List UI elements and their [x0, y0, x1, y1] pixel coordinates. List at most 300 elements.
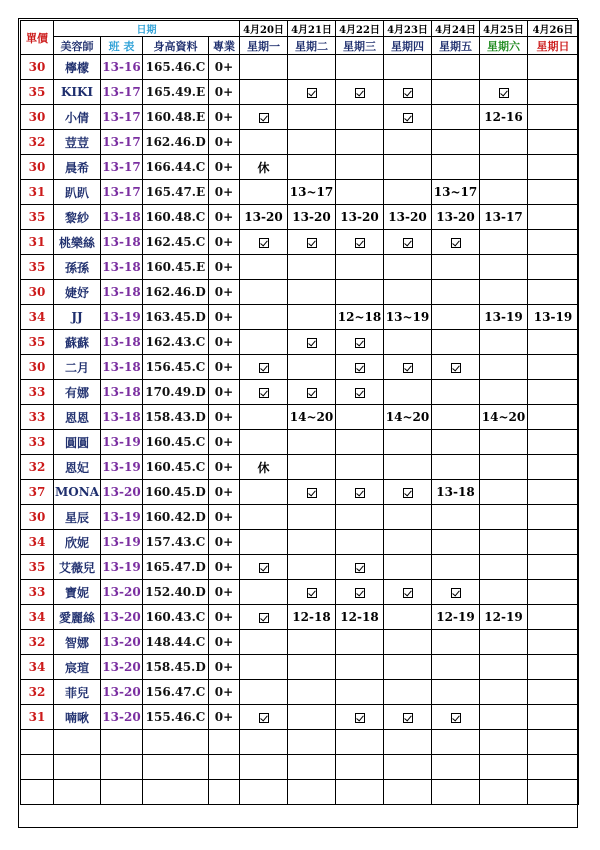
- day-cell: [480, 230, 528, 255]
- table-row: [21, 230, 579, 255]
- day-cell: [480, 430, 528, 455]
- name-cell: 小倩: [54, 105, 101, 130]
- day-cell: [432, 705, 480, 730]
- price-cell: 32: [21, 455, 54, 480]
- day-cell: [480, 480, 528, 505]
- day-cell: 14~20: [480, 405, 528, 430]
- day-cell: [288, 130, 336, 155]
- day-cell: [288, 330, 336, 355]
- pro-cell: 0+: [209, 280, 240, 305]
- checkbox-icon: [451, 238, 461, 248]
- checkbox-icon: [259, 113, 269, 123]
- day-cell: [432, 555, 480, 580]
- day-cell: [336, 280, 384, 305]
- checkbox-icon: [355, 238, 365, 248]
- shift-cell: 13-17: [101, 130, 143, 155]
- empty-cell: [336, 780, 384, 805]
- day-cell: [528, 455, 579, 480]
- day-cell: [528, 330, 579, 355]
- checkbox-icon: [403, 238, 413, 248]
- day-cell: [336, 230, 384, 255]
- price-cell: 30: [21, 105, 54, 130]
- empty-cell: [143, 755, 209, 780]
- day-cell: [240, 180, 288, 205]
- shift-cell: 13-20: [101, 630, 143, 655]
- name-cell: 有娜: [54, 380, 101, 405]
- checkbox-icon: [307, 338, 317, 348]
- day-cell: [288, 255, 336, 280]
- day-cell: [336, 130, 384, 155]
- checkbox-icon: [307, 388, 317, 398]
- empty-row: [21, 755, 579, 780]
- table-row: [21, 405, 579, 430]
- day-cell: [528, 130, 579, 155]
- day-cell: [336, 80, 384, 105]
- table-row: [21, 180, 579, 205]
- shift-cell: 13-17: [101, 105, 143, 130]
- price-cell: 31: [21, 705, 54, 730]
- checkbox-icon: [355, 388, 365, 398]
- day-cell: [240, 655, 288, 680]
- name-cell: KIKI: [54, 80, 101, 105]
- spec-cell: 165.47.D: [143, 555, 209, 580]
- name-cell: 智娜: [54, 630, 101, 655]
- day-cell: [432, 455, 480, 480]
- day-cell: [288, 630, 336, 655]
- empty-cell: [101, 730, 143, 755]
- checkbox-icon: [403, 588, 413, 598]
- day-cell: [240, 230, 288, 255]
- day-cell: [288, 305, 336, 330]
- shift-cell: 13-20: [101, 580, 143, 605]
- table-row: [21, 480, 579, 505]
- empty-cell: [240, 730, 288, 755]
- day-cell: [480, 505, 528, 530]
- empty-cell: [480, 755, 528, 780]
- checkbox-icon: [355, 338, 365, 348]
- spec-cell: 160.48.E: [143, 105, 209, 130]
- price-cell: 35: [21, 80, 54, 105]
- day-cell: [528, 630, 579, 655]
- day-cell: [288, 105, 336, 130]
- day-cell: [288, 380, 336, 405]
- day-cell: [528, 230, 579, 255]
- day-cell: [336, 355, 384, 380]
- day-cell: [288, 80, 336, 105]
- checkbox-icon: [259, 238, 269, 248]
- spec-cell: 156.47.C: [143, 680, 209, 705]
- price-cell: 34: [21, 305, 54, 330]
- name-cell: 圓圓: [54, 430, 101, 455]
- name-cell: 趴趴: [54, 180, 101, 205]
- checkbox-icon: [403, 713, 413, 723]
- spec-cell: 156.45.C: [143, 355, 209, 380]
- checkbox-icon: [355, 563, 365, 573]
- pro-cell: 0+: [209, 655, 240, 680]
- checkbox-icon: [355, 488, 365, 498]
- date-header: 4月22日: [336, 21, 384, 37]
- day-cell: [480, 455, 528, 480]
- table-row: [21, 505, 579, 530]
- shift-cell: 13-19: [101, 555, 143, 580]
- day-cell: [528, 605, 579, 630]
- pro-cell: 0+: [209, 680, 240, 705]
- day-cell: [528, 280, 579, 305]
- date-header: 4月26日: [528, 21, 579, 37]
- day-cell: [384, 380, 432, 405]
- day-cell: [384, 580, 432, 605]
- empty-cell: [54, 730, 101, 755]
- pro-cell: 0+: [209, 330, 240, 355]
- price-cell: 32: [21, 630, 54, 655]
- pro-cell: 0+: [209, 355, 240, 380]
- checkbox-icon: [499, 88, 509, 98]
- price-cell: 37: [21, 480, 54, 505]
- day-cell: [240, 480, 288, 505]
- checkbox-icon: [307, 238, 317, 248]
- spec-cell: 160.45.D: [143, 480, 209, 505]
- day-cell: [240, 255, 288, 280]
- table-row: [21, 680, 579, 705]
- spec-cell: 165.46.C: [143, 55, 209, 80]
- day-cell: [480, 530, 528, 555]
- pro-header: 專業: [209, 37, 240, 55]
- day-cell: [432, 630, 480, 655]
- spec-cell: 148.44.C: [143, 630, 209, 655]
- pro-cell: 0+: [209, 605, 240, 630]
- empty-cell: [432, 730, 480, 755]
- empty-cell: [384, 755, 432, 780]
- table-row: [21, 255, 579, 280]
- day-cell: [384, 355, 432, 380]
- day-cell: [336, 155, 384, 180]
- day-cell: [288, 705, 336, 730]
- header-row-dates: [21, 21, 579, 37]
- pro-cell: 0+: [209, 530, 240, 555]
- table-row: [21, 380, 579, 405]
- name-cell: 蘇蘇: [54, 330, 101, 355]
- table-row: [21, 655, 579, 680]
- pro-cell: 0+: [209, 380, 240, 405]
- day-cell: [288, 480, 336, 505]
- spec-cell: 163.45.D: [143, 305, 209, 330]
- price-cell: 35: [21, 255, 54, 280]
- spec-cell: 160.45.E: [143, 255, 209, 280]
- shift-cell: 13-20: [101, 655, 143, 680]
- empty-cell: [480, 730, 528, 755]
- day-cell: [288, 580, 336, 605]
- checkbox-icon: [307, 588, 317, 598]
- spec-cell: 160.43.C: [143, 605, 209, 630]
- spec-cell: 165.47.E: [143, 180, 209, 205]
- price-cell: 33: [21, 405, 54, 430]
- day-cell: [288, 280, 336, 305]
- day-cell: [528, 80, 579, 105]
- pro-cell: 0+: [209, 455, 240, 480]
- day-cell: [480, 580, 528, 605]
- empty-cell: [288, 730, 336, 755]
- shift-cell: 13-18: [101, 280, 143, 305]
- day-cell: 13-19: [480, 305, 528, 330]
- day-cell: [528, 380, 579, 405]
- day-cell: [432, 530, 480, 555]
- day-cell: [384, 680, 432, 705]
- empty-row: [21, 780, 579, 805]
- day-cell: [480, 255, 528, 280]
- checkbox-icon: [259, 563, 269, 573]
- pro-cell: 0+: [209, 555, 240, 580]
- day-cell: 13-20: [432, 205, 480, 230]
- name-cell: MONA: [54, 480, 101, 505]
- empty-cell: [288, 755, 336, 780]
- day-cell: [240, 380, 288, 405]
- spec-cell: 170.49.D: [143, 380, 209, 405]
- price-cell: 35: [21, 330, 54, 355]
- day-cell: [240, 580, 288, 605]
- day-cell: [336, 105, 384, 130]
- day-cell: [480, 355, 528, 380]
- checkbox-icon: [451, 588, 461, 598]
- checkbox-icon: [403, 488, 413, 498]
- price-cell: 30: [21, 280, 54, 305]
- shift-header: 班 表: [101, 37, 143, 55]
- day-cell: 13~17: [432, 180, 480, 205]
- day-cell: 13-17: [480, 205, 528, 230]
- day-cell: 13-20: [384, 205, 432, 230]
- day-cell: [432, 580, 480, 605]
- name-cell: 婕妤: [54, 280, 101, 305]
- table-row: [21, 130, 579, 155]
- day-cell: [480, 380, 528, 405]
- day-cell: [480, 630, 528, 655]
- empty-cell: [143, 730, 209, 755]
- shift-cell: 13-18: [101, 330, 143, 355]
- day-cell: 13-19: [528, 305, 579, 330]
- spec-cell: 160.45.C: [143, 455, 209, 480]
- price-cell: 31: [21, 180, 54, 205]
- shift-cell: 13-17: [101, 180, 143, 205]
- name-cell: JJ: [54, 305, 101, 330]
- empty-cell: [21, 755, 54, 780]
- day-cell: [288, 355, 336, 380]
- price-cell: 30: [21, 55, 54, 80]
- day-cell: [336, 580, 384, 605]
- day-cell: [240, 305, 288, 330]
- spec-cell: 162.43.C: [143, 330, 209, 355]
- header-row-columns: [21, 37, 579, 55]
- table-row: [21, 580, 579, 605]
- day-cell: [288, 230, 336, 255]
- weekday-header: 星期六: [480, 37, 528, 55]
- checkbox-icon: [355, 363, 365, 373]
- spec-cell: 166.44.C: [143, 155, 209, 180]
- checkbox-icon: [355, 88, 365, 98]
- price-cell: 34: [21, 605, 54, 630]
- day-cell: [480, 330, 528, 355]
- spec-header: 身高資料: [143, 37, 209, 55]
- name-cell: 宸瑄: [54, 655, 101, 680]
- day-cell: 13-20: [336, 205, 384, 230]
- checkbox-icon: [451, 713, 461, 723]
- day-cell: [384, 130, 432, 155]
- day-cell: [240, 705, 288, 730]
- day-cell: 12-19: [432, 605, 480, 630]
- day-cell: [432, 230, 480, 255]
- day-cell: [384, 330, 432, 355]
- date-header: 4月24日: [432, 21, 480, 37]
- day-cell: [384, 230, 432, 255]
- day-cell: [336, 480, 384, 505]
- spec-cell: 160.48.C: [143, 205, 209, 230]
- name-cell: 愛麗絲: [54, 605, 101, 630]
- checkbox-icon: [355, 713, 365, 723]
- price-cell: 30: [21, 505, 54, 530]
- day-cell: [336, 330, 384, 355]
- pro-cell: 0+: [209, 130, 240, 155]
- empty-cell: [336, 755, 384, 780]
- day-cell: [288, 505, 336, 530]
- day-cell: [384, 530, 432, 555]
- day-cell: [336, 255, 384, 280]
- price-cell: 33: [21, 380, 54, 405]
- day-cell: 12-16: [480, 105, 528, 130]
- empty-cell: [288, 780, 336, 805]
- weekday-header: 星期一: [240, 37, 288, 55]
- empty-cell: [432, 755, 480, 780]
- day-cell: [240, 430, 288, 455]
- name-cell: 喃啾: [54, 705, 101, 730]
- checkbox-icon: [451, 363, 461, 373]
- price-cell: 31: [21, 230, 54, 255]
- weekday-header: 星期日: [528, 37, 579, 55]
- spec-cell: 152.40.D: [143, 580, 209, 605]
- day-cell: [480, 130, 528, 155]
- spec-cell: 158.43.D: [143, 405, 209, 430]
- name-cell: 桃樂絲: [54, 230, 101, 255]
- spec-cell: 157.43.C: [143, 530, 209, 555]
- empty-cell: [143, 780, 209, 805]
- day-cell: [480, 55, 528, 80]
- name-cell: 寶妮: [54, 580, 101, 605]
- name-cell: 黎紗: [54, 205, 101, 230]
- day-cell: 休: [240, 455, 288, 480]
- shift-cell: 13-17: [101, 80, 143, 105]
- day-cell: [528, 105, 579, 130]
- shift-cell: 13-18: [101, 405, 143, 430]
- day-cell: [432, 55, 480, 80]
- spec-cell: 160.45.C: [143, 430, 209, 455]
- day-cell: [480, 155, 528, 180]
- shift-cell: 13-16: [101, 55, 143, 80]
- pro-cell: 0+: [209, 230, 240, 255]
- spec-cell: 155.46.C: [143, 705, 209, 730]
- day-cell: [528, 155, 579, 180]
- day-cell: [480, 555, 528, 580]
- price-cell: 32: [21, 680, 54, 705]
- pro-cell: 0+: [209, 630, 240, 655]
- day-cell: [432, 105, 480, 130]
- day-cell: [432, 305, 480, 330]
- day-cell: [432, 655, 480, 680]
- day-cell: 12~18: [336, 305, 384, 330]
- table-row: [21, 530, 579, 555]
- day-cell: [240, 55, 288, 80]
- table-row: [21, 555, 579, 580]
- day-cell: [336, 555, 384, 580]
- day-cell: [384, 555, 432, 580]
- empty-cell: [384, 780, 432, 805]
- shift-cell: 13-20: [101, 705, 143, 730]
- day-cell: [240, 80, 288, 105]
- day-cell: [288, 155, 336, 180]
- name-cell: 恩妃: [54, 455, 101, 480]
- checkbox-icon: [259, 713, 269, 723]
- day-cell: [384, 505, 432, 530]
- spec-cell: 165.49.E: [143, 80, 209, 105]
- day-cell: [528, 205, 579, 230]
- pro-cell: 0+: [209, 155, 240, 180]
- day-cell: [384, 280, 432, 305]
- day-cell: 14~20: [384, 405, 432, 430]
- table-row: [21, 605, 579, 630]
- day-cell: [432, 255, 480, 280]
- pro-cell: 0+: [209, 580, 240, 605]
- pro-cell: 0+: [209, 430, 240, 455]
- pro-cell: 0+: [209, 205, 240, 230]
- day-cell: [384, 630, 432, 655]
- day-cell: [384, 155, 432, 180]
- date-title: 日期: [54, 21, 240, 37]
- day-cell: 12-18: [288, 605, 336, 630]
- day-cell: [528, 405, 579, 430]
- day-cell: [384, 255, 432, 280]
- name-cell: 二月: [54, 355, 101, 380]
- day-cell: [384, 605, 432, 630]
- price-cell: 35: [21, 555, 54, 580]
- checkbox-icon: [355, 588, 365, 598]
- day-cell: 休: [240, 155, 288, 180]
- day-cell: [288, 555, 336, 580]
- pro-cell: 0+: [209, 705, 240, 730]
- shift-cell: 13-19: [101, 530, 143, 555]
- empty-cell: [528, 780, 579, 805]
- day-cell: [288, 680, 336, 705]
- price-cell: 34: [21, 530, 54, 555]
- date-header: 4月20日: [240, 21, 288, 37]
- spec-cell: 162.46.D: [143, 280, 209, 305]
- price-cell: 30: [21, 155, 54, 180]
- day-cell: [432, 430, 480, 455]
- name-cell: 恩恩: [54, 405, 101, 430]
- day-cell: [432, 280, 480, 305]
- day-cell: [432, 505, 480, 530]
- day-cell: [528, 505, 579, 530]
- day-cell: 14~20: [288, 405, 336, 430]
- day-cell: [384, 80, 432, 105]
- name-cell: 菲兒: [54, 680, 101, 705]
- empty-cell: [54, 755, 101, 780]
- pro-cell: 0+: [209, 105, 240, 130]
- day-cell: [288, 455, 336, 480]
- day-cell: [528, 705, 579, 730]
- shift-cell: 13-18: [101, 255, 143, 280]
- pro-cell: 0+: [209, 305, 240, 330]
- day-cell: [288, 430, 336, 455]
- day-cell: [480, 655, 528, 680]
- price-cell: 35: [21, 205, 54, 230]
- day-cell: [432, 330, 480, 355]
- day-cell: [384, 105, 432, 130]
